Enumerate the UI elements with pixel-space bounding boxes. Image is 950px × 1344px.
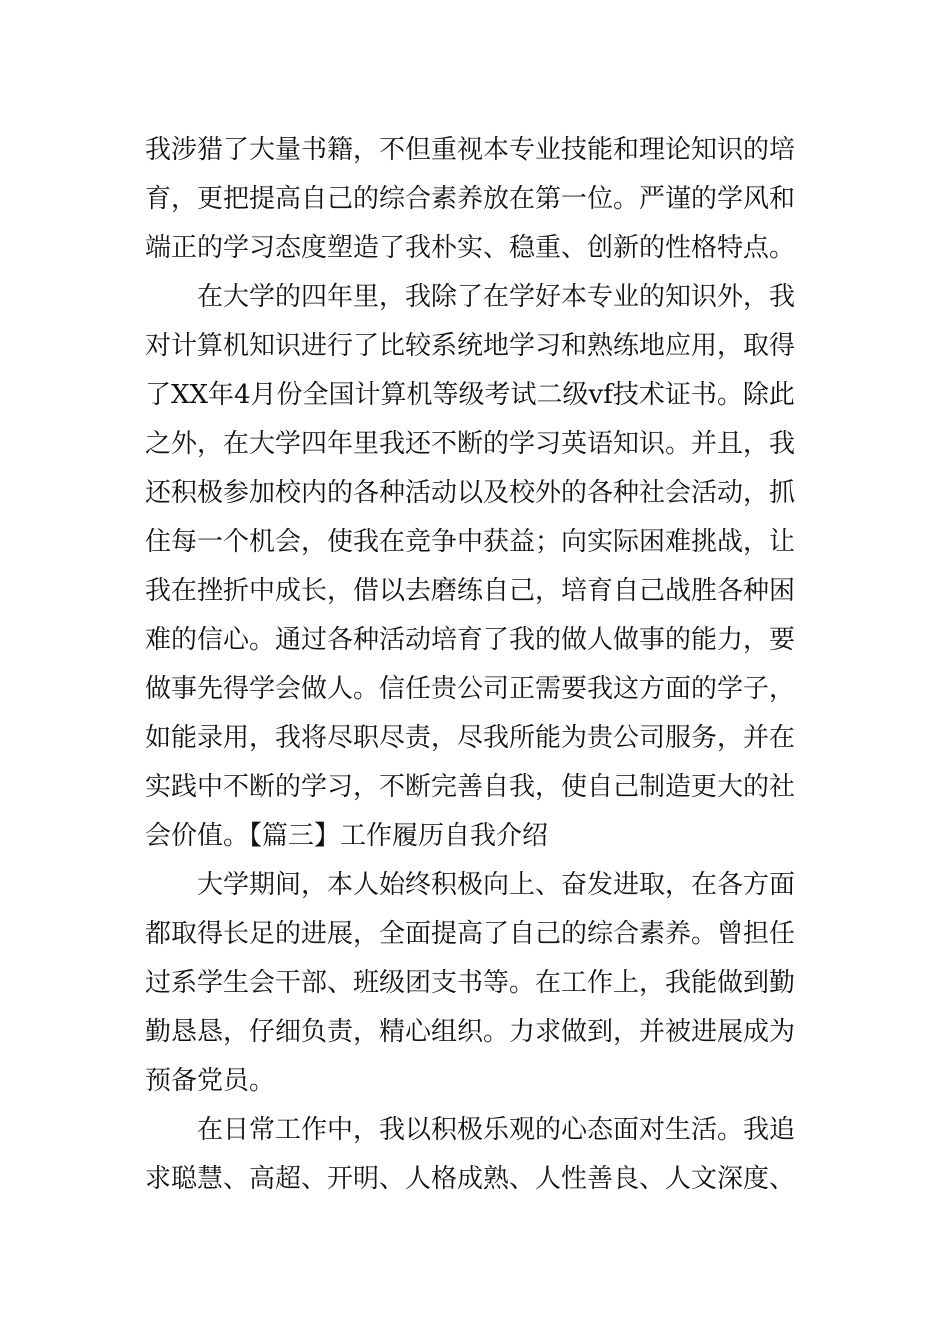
text-line: 都取得长足的进展，全面提高了自己的综合素养。曾担任 xyxy=(145,919,796,949)
text-line: 预备党员。 xyxy=(145,1066,276,1096)
paragraph-start-line: 在大学的四年里，我除了在学好本专业的知识外，我 xyxy=(197,282,796,312)
document-body xyxy=(145,126,807,1204)
text-line: 育，更把提高自己的综合素养放在第一位。严谨的学风和 xyxy=(145,184,796,214)
paragraph-start-line: 大学期间，本人始终积极向上、奋发进取，在各方面 xyxy=(197,870,796,900)
text-line: 我涉猎了大量书籍，不但重视本专业技能和理论知识的培 xyxy=(145,135,796,165)
text-line: 我在挫折中成长，借以去磨练自己，培育自己战胜各种困 xyxy=(145,576,796,606)
text-line: 还积极参加校内的各种活动以及校外的各种社会活动，抓 xyxy=(145,478,796,508)
section-heading-line: 会价值。【篇三】工作履历自我介绍 xyxy=(145,821,549,851)
text-line: 过系学生会干部、班级团支书等。在工作上，我能做到勤 xyxy=(145,968,796,998)
text-line: 勤恳恳，仔细负责，精心组织。力求做到，并被进展成为 xyxy=(145,1017,796,1047)
text-line: 住每一个机会，使我在竞争中获益；向实际困难挑战，让 xyxy=(145,527,796,557)
text-line: 难的信心。通过各种活动培育了我的做人做事的能力，要 xyxy=(145,625,796,655)
text-line: 如能录用，我将尽职尽责，尽我所能为贵公司服务，并在 xyxy=(145,723,796,753)
text-line: 做事先得学会做人。信任贵公司正需要我这方面的学子， xyxy=(145,674,796,704)
text-line: 求聪慧、高超、开明、人格成熟、人性善良、人文深度、 xyxy=(145,1164,796,1194)
paragraph-start-line: 在日常工作中，我以积极乐观的心态面对生活。我追 xyxy=(197,1115,796,1145)
text-line: 之外，在大学四年里我还不断的学习英语知识。并且，我 xyxy=(145,429,796,459)
text-line: 端正的学习态度塑造了我朴实、稳重、创新的性格特点。 xyxy=(145,233,796,263)
text-line: 对计算机知识进行了比较系统地学习和熟练地应用，取得 xyxy=(145,331,796,361)
text-line: 实践中不断的学习，不断完善自我，使自己制造更大的社 xyxy=(145,772,796,802)
text-line: 了XX年4月份全国计算机等级考试二级vf技术证书。除此 xyxy=(145,380,795,410)
